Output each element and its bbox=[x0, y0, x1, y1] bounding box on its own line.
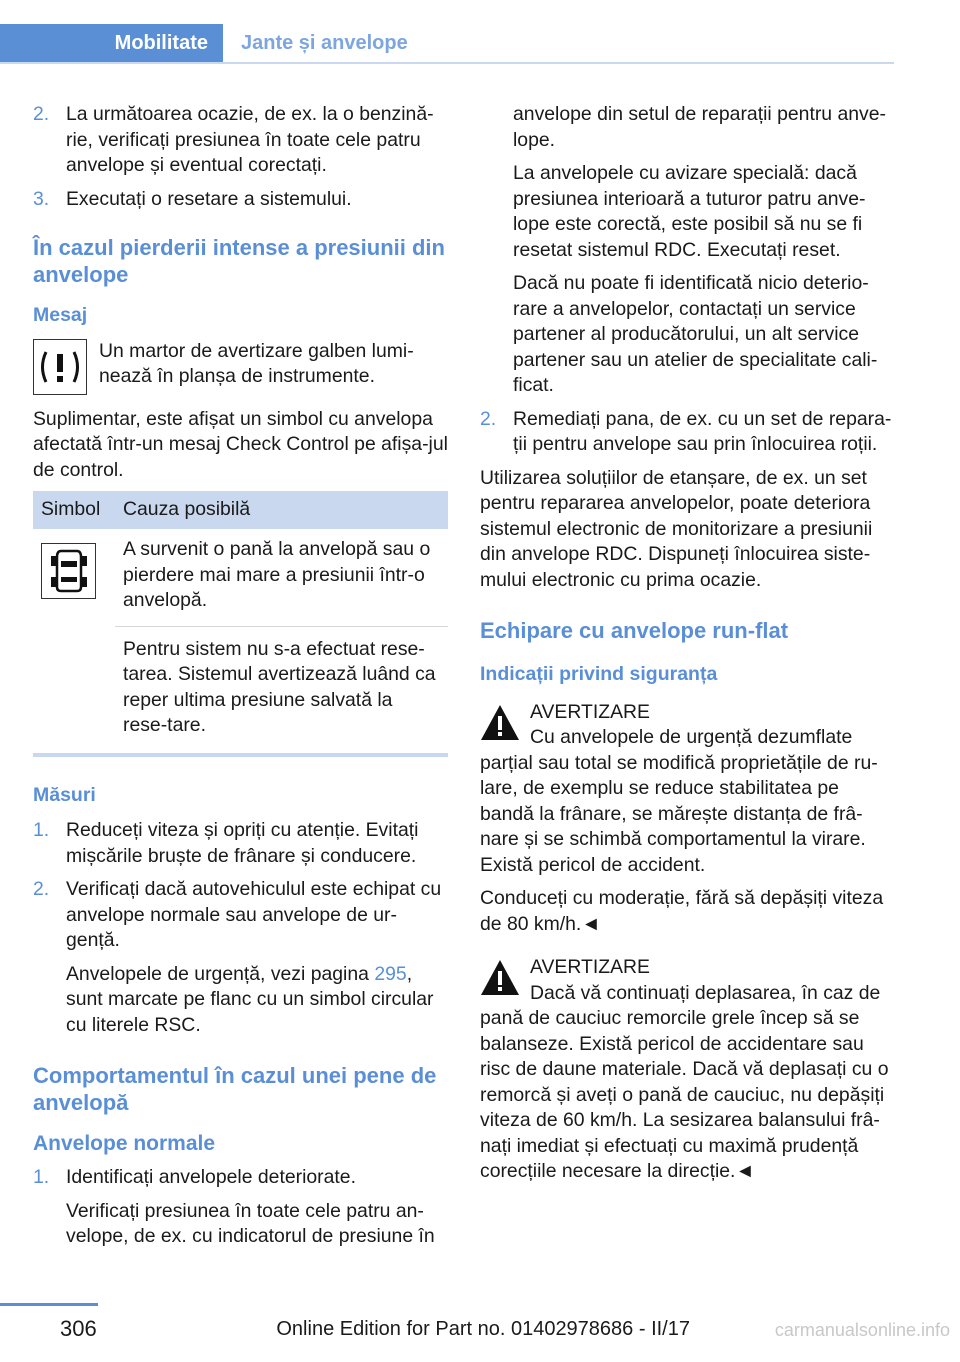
list-number: 1. bbox=[33, 819, 50, 841]
list-number: 3. bbox=[33, 187, 50, 210]
heading-measures: Măsuri bbox=[33, 783, 96, 806]
table-bottom-rule bbox=[33, 753, 448, 757]
warning-block bbox=[480, 700, 895, 938]
warning-text: Conduceți cu moderație, fără să depășiți viteza de 80 km/h.◄ bbox=[480, 887, 884, 935]
list-subtext: Verificați presiunea în toate cele patru an‐velope, de ex. cu indicatorul de presiune în bbox=[66, 1199, 435, 1247]
list-item bbox=[480, 407, 895, 458]
table-header-symbol: Simbol bbox=[33, 491, 115, 529]
section-tab-mobilitate[interactable]: Mobilitate bbox=[0, 24, 223, 62]
list-number: 2. bbox=[33, 878, 50, 900]
list-item-continued bbox=[480, 102, 895, 399]
heading-normal-tires: Anvelope normale bbox=[33, 1132, 216, 1155]
list-number: 1. bbox=[33, 1166, 50, 1188]
list-text: Identificați anvelopele deteriorate. bbox=[66, 1166, 356, 1188]
table-cell-cause: A survenit o pană la anvelopă sau o pierdere mai mare a presiunii într-o anvelopă. bbox=[123, 538, 431, 611]
supplement-text: Suplimentar, este afișat un simbol cu anvelopa afectată într-un mesaj Check Control pe afișa‐jul de control. bbox=[33, 407, 448, 481]
heading-pressure-loss: În cazul pierderii intense a presiunii din anvelope bbox=[33, 235, 445, 287]
list-subtext: anvelope din setul de reparații pentru anve‐lope. bbox=[513, 103, 886, 151]
warning-title: AVERTIZARE bbox=[530, 700, 650, 723]
warning-title: AVERTIZARE bbox=[530, 956, 650, 978]
warning-triangle-icon bbox=[480, 958, 520, 998]
list-text: Executați o resetare a sistemului. bbox=[66, 187, 352, 210]
left-column bbox=[33, 102, 448, 1258]
list-item bbox=[33, 877, 448, 1038]
table-row bbox=[33, 529, 448, 626]
heading-runflat: Echipare cu anvelope run-flat bbox=[480, 618, 789, 643]
sealant-text: Utilizarea soluțiilor de etanșare, de ex. un set pentru repararea anvelopelor, poate deteriora sistemul electronic de monitorizare a presiunii din anvelope RDC. Dispuneți înlocuirea siste‐mului electronic cu prima ocazie. bbox=[480, 466, 873, 591]
page-number: 306 bbox=[60, 1316, 97, 1341]
list-subtext: Dacă nu poate fi identificată nicio deterio‐rare a anvelopelor, contactați un service partener al producătorului, un alt service partener sau un atelier de specialitate cali‐ficat. bbox=[513, 272, 878, 396]
list-text: Remediați pana, de ex. cu un set de repara‐ții pentru anvelope sau prin înlocuirea roții. bbox=[513, 407, 892, 455]
right-column bbox=[480, 102, 895, 1193]
warning-text: pană de cauciuc remorcile grele încep să se balanseze. Există pericol de accidentare sau risc de daune materiale. Dacă vă deplasați cu o remorcă și aveți o pană de cauciuc, nu depășiți viteza de 60 km/h. La sesizarea balansului frâ‐nați imediat și efectuați cu maximă prudență corecțiile necesare la direcție.◄ bbox=[480, 1007, 889, 1182]
page-header bbox=[0, 24, 894, 64]
list-text: Reduceți viteza și opriți cu atenție. Evitați mișcările bruște de frânare și conducere. bbox=[66, 819, 419, 867]
section-tab-jante[interactable]: Jante și anvelope bbox=[241, 32, 408, 54]
list-number: 2. bbox=[480, 407, 497, 430]
list-item bbox=[33, 102, 448, 179]
warning-text: parțial sau total se modifică proprietățile de ru‐lare, de exemplu se reduce stabilitatea pe bandă la frânare, se mărește distanța de frâ‐nare și se schimbă comportamentul la virare. Există pericol de accident. bbox=[480, 751, 878, 876]
warning-lead: Cu anvelopele de urgență dezumflate bbox=[530, 726, 853, 748]
list-subtext: Anvelopele de urgență, vezi pagina 295, sunt marcate pe flanc cu un simbol circular cu literele RSC. bbox=[66, 962, 434, 1036]
footer-rule bbox=[0, 1303, 98, 1306]
warning-lead: Dacă vă continuați deplasarea, în caz de bbox=[530, 981, 881, 1004]
warning-block bbox=[480, 955, 895, 1185]
list-item bbox=[33, 818, 448, 869]
watermark: carmanualsonline.info bbox=[774, 1320, 950, 1340]
list-subtext: La anvelopele cu avizare specială: dacă presiunea interioară a tuturor patru anve‐lope este corectă, este posibil să nu se fi resetat sistemul RDC. Executați reset. bbox=[513, 162, 866, 261]
list-text: La următoarea ocazie, de ex. la o benzină‐rie, verificați presiunea în toate cele patru anvelope și eventual corectați. bbox=[66, 103, 434, 176]
table-header-cause: Cauza posibilă bbox=[115, 491, 448, 529]
list-item bbox=[33, 187, 448, 213]
list-item bbox=[33, 1165, 448, 1250]
warning-light-row bbox=[33, 339, 448, 395]
heading-safety: Indicații privind siguranța bbox=[480, 663, 718, 685]
car-tire-top-view-icon bbox=[41, 543, 96, 599]
page-link-295[interactable]: 295 bbox=[374, 962, 407, 985]
edition-note: Online Edition for Part no. 01402978686 - II/17 bbox=[276, 1318, 690, 1340]
list-number: 2. bbox=[33, 103, 50, 125]
warning-triangle-icon bbox=[480, 703, 520, 743]
table-cell-cause: Pentru sistem nu s-a efectuat rese‐tarea. Sistemul avertizează luând ca reper ultima presiune salvată la rese‐tare. bbox=[115, 626, 448, 751]
warning-light-text: Un martor de avertizare galben lumi‐nează în planșa de instrumente. bbox=[99, 339, 414, 387]
list-text: Verificați dacă autovehiculul este echipat cu anvelope normale sau anvelope de ur‐gență. bbox=[66, 878, 442, 951]
symbol-table bbox=[33, 491, 448, 751]
heading-flat-behaviour: Comportamentul în cazul unei pene de anvelopă bbox=[33, 1063, 437, 1115]
heading-message: Mesaj bbox=[33, 304, 88, 326]
tire-pressure-warning-icon bbox=[33, 339, 87, 395]
